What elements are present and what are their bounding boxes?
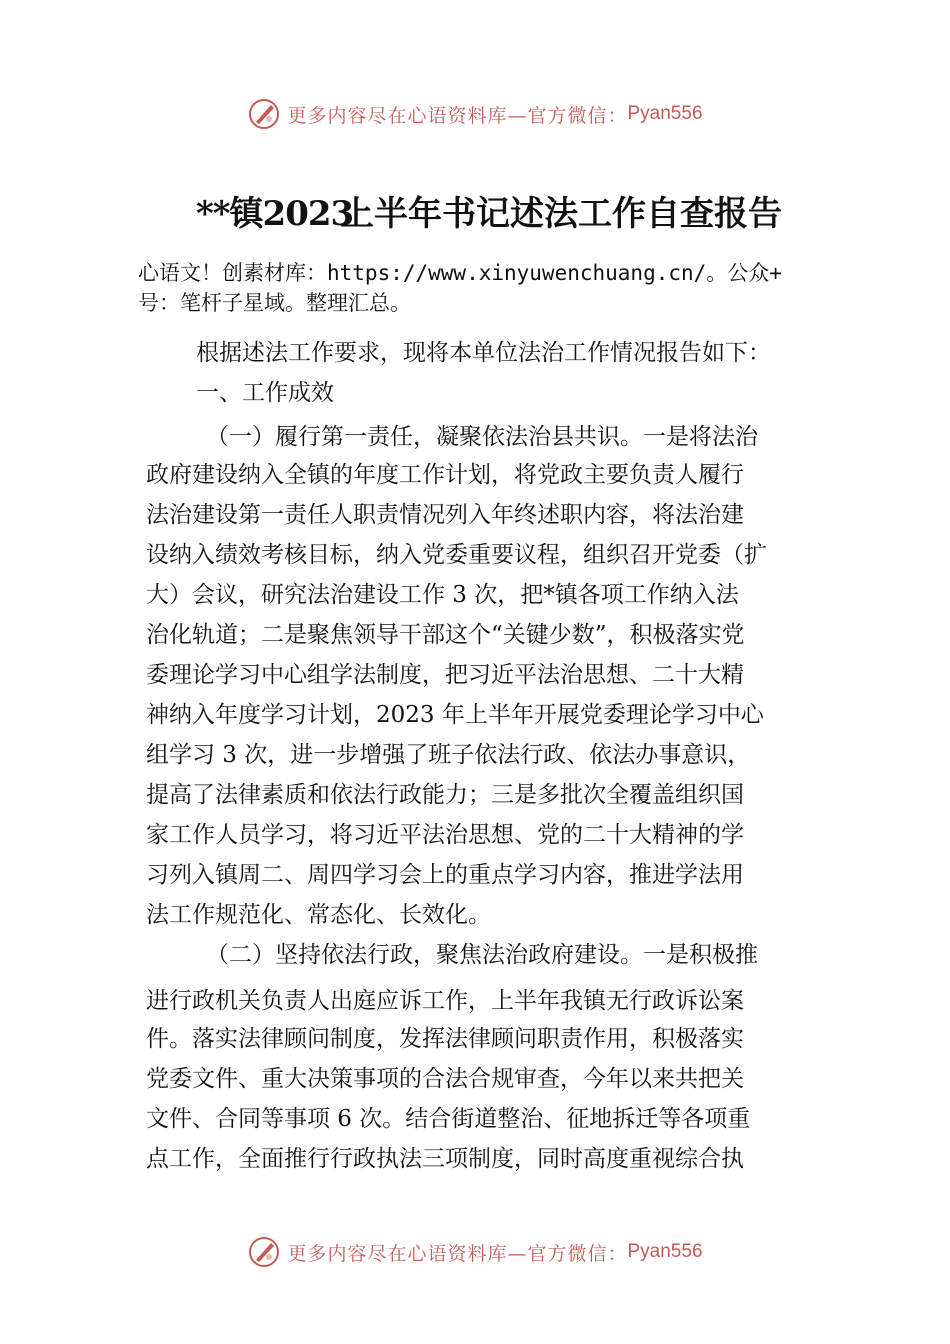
banner-text: 更多内容尽在心语资料库—官方微信： (287, 1242, 628, 1265)
body-line: 件。落实法律顾问制度，发挥法律顾问职责作用，积极落实 (146, 1026, 744, 1052)
body-line: 习列入镇周二、周四学习会上的重点学习内容，推进学法用 (146, 862, 744, 888)
document-title (0, 186, 950, 236)
body-line: 点工作，全面推行行政执法三项制度，同时高度重视综合执 (146, 1146, 744, 1172)
source-note (138, 258, 848, 318)
body-line: 委理论学习中心组学法制度，把习近平法治思想、二十大精 (146, 662, 744, 688)
banner-wechat-id: Pyan556 (627, 1241, 703, 1262)
title-main: 上半年书记述法工作自查报告 (340, 194, 782, 234)
banner-wechat-id: Pyan556 (627, 103, 703, 124)
body-line: 进行政机关负责人出庭应诉工作，上半年我镇无行政诉讼案 (146, 988, 744, 1014)
body-line: （一）履行第一责任，凝聚依法治县共识。一是将法治 (206, 424, 758, 450)
body-line: （二）坚持依法行政，聚焦法治政府建设。一是积极推 (206, 942, 758, 968)
footer-banner (0, 1232, 950, 1272)
banner-text: 更多内容尽在心语资料库—官方微信： (287, 104, 628, 127)
section-heading: 一、工作成效 (196, 380, 334, 406)
body-line: 法治建设第一责任人职责情况列入年终述职内容，将法治建 (146, 502, 744, 528)
body-line: 根据述法工作要求，现将本单位法治工作情况报告如下： (196, 340, 771, 366)
body-line: 神纳入年度学习计划，2023 年上半年开展党委理论学习中心 (146, 702, 764, 728)
source-line-2: 号：笔杆子星域。整理汇总。 (138, 291, 411, 315)
body-line: 治化轨道；二是聚焦领导干部这个“关键少数”，积极落实党 (146, 622, 745, 648)
body-line: 家工作人员学习，将习近平法治思想、党的二十大精神的学 (146, 822, 744, 848)
pen-logo-icon (247, 97, 281, 131)
pen-logo-icon (247, 1235, 281, 1269)
body-line: 设纳入绩效考核目标，纳入党委重要议程，组织召开党委（扩 (146, 542, 767, 568)
body-line: 大）会议，研究法治建设工作 3 次，把*镇各项工作纳入法 (146, 582, 739, 608)
header-banner (0, 94, 950, 134)
body-line: 提高了法律素质和依法行政能力；三是多批次全覆盖组织国 (146, 782, 744, 808)
body-line: 法工作规范化、常态化、长效化。 (146, 902, 491, 928)
body-line: 政府建设纳入全镇的年度工作计划，将党政主要负责人履行 (146, 462, 744, 488)
body-line: 文件、合同等事项 6 次。结合街道整治、征地拆迁等各项重 (146, 1106, 751, 1132)
source-line-1: 心语文！创素材库：https://www.xinyuwenchuang.cn/。公众+ (138, 261, 782, 285)
title-prefix: **镇2023 (196, 194, 354, 234)
body-line: 组学习 3 次，进一步增强了班子依法行政、依法办事意识， (146, 742, 751, 768)
body-line: 党委文件、重大决策事项的合法合规审查，今年以来共把关 (146, 1066, 744, 1092)
